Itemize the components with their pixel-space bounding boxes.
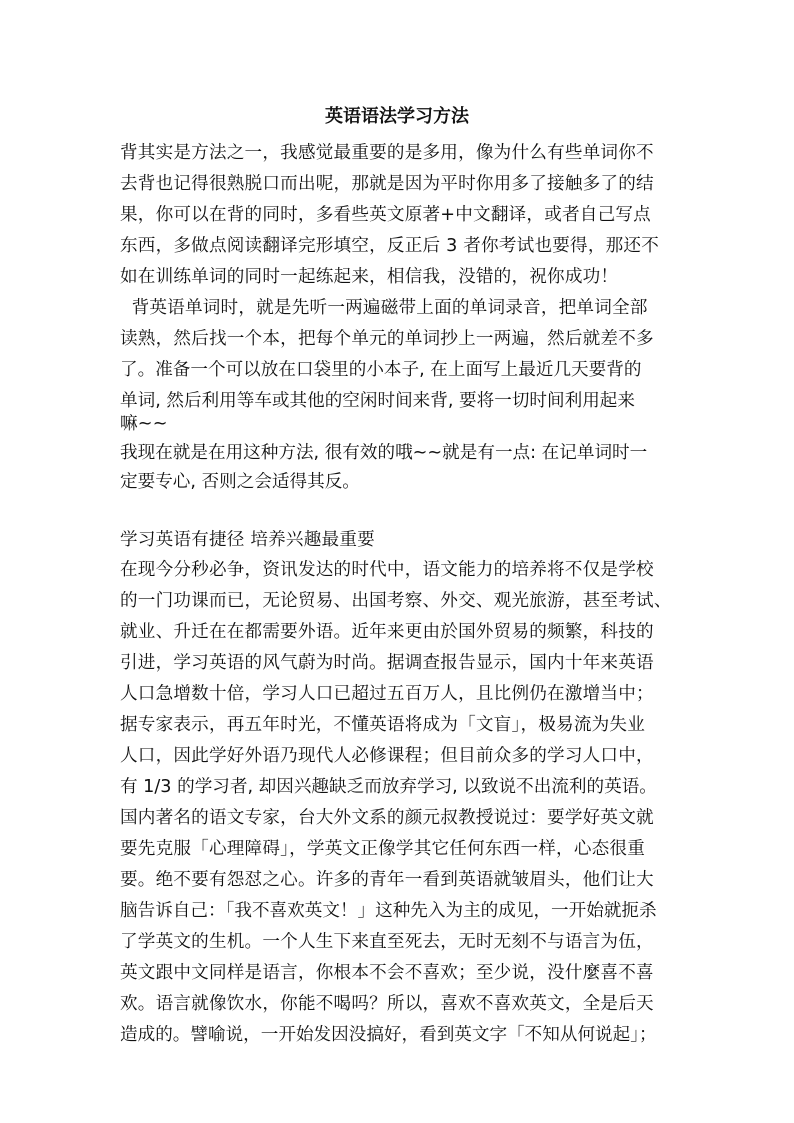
text-line: 背其实是方法之一，我感觉最重要的是多用，像为什么有些单词你不 [120,143,654,163]
document-title: 英语语法学习方法 [325,106,469,127]
text-line: 读熟，然后找一个本，把每个单元的单词抄上一两遍，然后就差不多 [120,329,654,349]
text-line: 人口，因此学好外语乃现代人必修课程；但目前众多的学习人口中， [120,746,654,766]
text-line: 引进，学习英语的风气蔚为时尚。据调查报告显示，国内十年来英语 [120,653,654,673]
text-line: 定要专心, 否则之会适得其反。 [120,472,360,492]
text-line: 去背也记得很熟脱口而出呢，那就是因为平时你用多了接触多了的结 [120,174,654,194]
text-line: 要先克服「心理障碍」，学英文正像学其它任何东西一样，心态很重 [120,839,646,859]
text-line: 有 1/3 的学习者, 却因兴趣缺乏而放弃学习, 以致说不出流利的英语。 [120,777,657,797]
text-line: 要。绝不要有怨怼之心。许多的青年一看到英语就皱眉头，他们让大 [120,870,654,890]
text-line: 脑告诉自己：「我不喜欢英文！」这种先入为主的成见，一开始就扼杀 [120,901,657,921]
text-line: 据专家表示，再五年时光，不懂英语将成为「文盲」，极易流为失业 [120,715,646,735]
text-line: 英文跟中文同样是语言，你根本不会不喜欢；至少说，没什麼喜不喜 [120,963,654,983]
text-line: 单词, 然后利用等车或其他的空闲时间来背, 要将一切时间利用起来 [120,391,635,411]
text-line: 人口急增数十倍，学习人口已超过五百万人，且比例仍在激增当中； [120,684,654,704]
text-line: 在现今分秒必争，资讯发达的时代中，语文能力的培养将不仅是学校 [120,560,654,580]
text-line: 了学英文的生机。一个人生下来直至死去，无时无刻不与语言为伍， [120,932,654,952]
text-line: 如在训练单词的同时一起练起来，相信我，没错的，祝你成功！ [120,267,619,287]
text-line: 的一门功课而已，无论贸易、出国考察、外交、观光旅游，甚至考试、 [120,591,672,611]
text-line: 国内著名的语文专家，台大外文系的颜元叔教授说过：要学好英文就 [120,808,654,828]
text-line: 果，你可以在背的同时，多看些英文原著+中文翻译，或者自己写点 [120,205,651,225]
text-line: 了。准备一个可以放在口袋里的小本子, 在上面写上最近几天要背的 [120,360,642,380]
text-line: 就业、升迁在在都需要外语。近年来更由於国外贸易的频繁，科技的 [120,622,654,642]
section-heading: 学习英语有捷径 培养兴趣最重要 [120,530,375,550]
text-line: 背英语单词时，就是先听一两遍磁带上面的单词录音，把单词全部 [120,298,648,318]
text-line: 造成的。譬喻说，一开始发因没搞好，看到英文字「不知从何说起」； [120,1025,657,1045]
text-line: 东西，多做点阅读翻译完形填空，反正后 3 者你考试也要得，那还不 [120,236,660,256]
text-line: 嘛~~ [120,414,168,434]
text-line: 欢。语言就像饮水，你能不喝吗？所以，喜欢不喜欢英文，全是后天 [120,994,654,1014]
text-line: 我现在就是在用这种方法, 很有效的哦~~就是有一点: 在记单词时一 [120,443,648,463]
